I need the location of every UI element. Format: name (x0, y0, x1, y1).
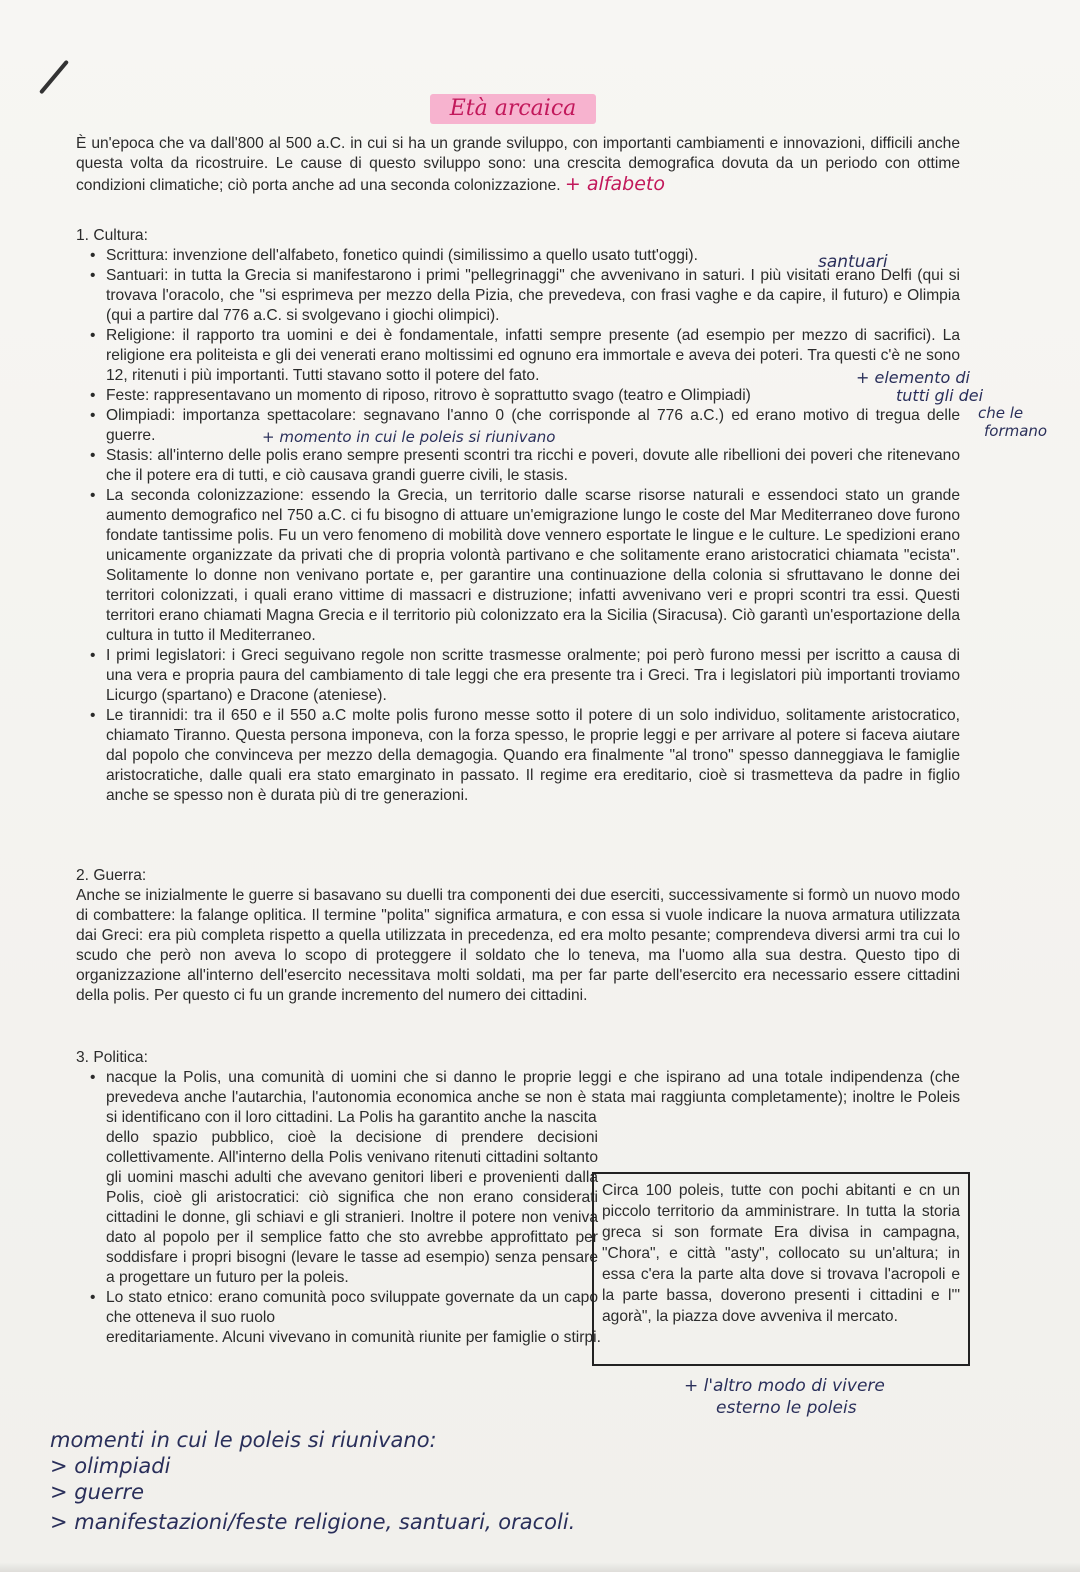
politica-stato-etnico-tail: ereditariamente. Alcuni vivevano in comunità riunite per famiglie o stirpi. (106, 1329, 601, 1346)
bottom-note-1: > olimpiadi (50, 1454, 171, 1478)
note-olimpiadi: + momento in cui le poleis si riunivano (262, 428, 556, 446)
intro-paragraph (76, 134, 960, 196)
cultura-heading: 1. Cultura: (76, 227, 148, 244)
cultura-item-tirannidi: • Le tirannidi: tra il 650 e il 550 a.C molte polis furono messe sotto il potere di un solo individuo, solitamente aristocratico, chiamato Tiranno. Questa persona imponeva, con la forza spesso, le proprie leggi e per arrivare al potere si faceva aiutare dal popolo che convinceva per mezzo della demagogia. Quando era finalmente "al trono" spesso danneggiava le famiglie aristocratiche, dalle quali era stato emarginato in passato. Il regime era ereditario, cioè si trasmetteva da padre in figlio anche se spesso non è durata più di tre generazioni. (76, 706, 960, 806)
bottom-note-3: > manifestazioni/feste religione, santuari, oracoli. (50, 1510, 576, 1534)
note-fato-3: che le (978, 404, 1024, 422)
cultura-item-scrittura: • Scrittura: invenzione dell'alfabeto, fonetico quindi (similissimo a quello usato tutt'oggi). (76, 246, 960, 266)
cultura-item-feste: • Feste: rappresentavano un momento di riposo, ritrovo è soprattutto svago (teatro e Olimpiadi) (76, 386, 960, 406)
note-stato-etnico-2: esterno le poleis (716, 1398, 857, 1418)
cultura-item-santuari: • Santuari: in tutta la Grecia si manifestarono i primi "pellegrinaggi" che avvenivano in saturi. I più visitati erano Delfi (qui si trovava l'oracolo, che "si esprimeva per mezzo della Pizia, che prevedeva, con frasi vaghe e da capire, il futuro) e Olimpia (qui a partire dal 776 a.C. si svolgevano i giochi olimpici). (76, 266, 960, 326)
section-cultura (76, 226, 960, 806)
politica-item-stato-etnico: • Lo stato etnico: erano comunità poco sviluppate governate da un capo che otteneva il suo ruolo (76, 1288, 598, 1328)
section-guerra (76, 866, 960, 1006)
guerra-text: Anche se inizialmente le guerre si basavano su duelli tra componenti dei due eserciti, successivamente si formò un nuovo modo di combattere: la falange oplitica. Il termine "polita" significa armatura, e con essa si vuole indicare la nuova armatura utilizzata dai Greci: era più completa rispetto a quella utilizzata in precedenza, ed era molto pesante; comprendeva diversi armi tra cui lo scudo che però non aveva lo scopo di proteggere il soldato che lo teneva, ma l'uomo alla sua destra. Questo tipo di organizzazione all'interno dell'esercito necessitava molti soldati, ma per far parte dell'esercito era necessario essere cittadini della polis. Per questo ci fu un grande incremento del numero dei cittadini. (76, 887, 960, 1004)
note-stato-etnico: + l'altro modo di vivere (684, 1376, 885, 1396)
cultura-item-legislatori: • I primi legislatori: i Greci seguivano regole non scritte trasmesse oralmente; poi però furono messi per iscritto a causa di una vera e propria paura del cambiamento di tale leggi che era presente tra i Greci. Tra i legislatori più importanti troviamo Licurgo (spartano) e Dracone (ateniese). (76, 646, 960, 706)
intro-text: È un'epoca che va dall'800 al 500 a.C. in cui si ha un grande sviluppo, con importanti cambiamenti e innovazioni, difficili anche questa volta da ricostruire. Le cause di questo sviluppo sono: una crescita demografica dovuta da un periodo con ottime condizioni climatiche; ciò porta anche ad una seconda colonizzazione. (76, 135, 960, 194)
cultura-item-colonizzazione: • La seconda colonizzazione: essendo la Grecia, un territorio dalle scarse risorse naturali e essendoci stato un grande aumento demografico nel 750 a.C. ci fu bisogno di attuare un'emigrazione lungo le coste del Mar Mediterraneo dove furono fondate tantissime polis. Fu un vero fenomeno di mobilità dove vennero esportate le lingue e le culture. Le spedizioni erano unicamente organizzate da privati che di propria volontà partivano e che solitamente erano aristocratici chiamata "ecista". Solitamente lo donne non venivano portate e, per garantire una continuazione della colonia si sfruttavano le donne dei territori colonizzati, i quali erano vittime di massacri e distruzione; infatti avvenivano veri e propri scontri tra essi. Questi territori erano chiamati Magna Grecia e il territorio più colonizzato era la Sicilia (Siracusa). Ciò garantì un'esportazione della cultura in tutto il Mediterraneo. (76, 486, 960, 646)
cultura-item-stasis: • Stasis: all'interno delle polis erano sempre presenti scontri tra ricchi e poveri, dovute alle ribellioni dei poveri che ritenevano che il potere era di tutti, e ciò causava grandi guerre civili, le stasis. (76, 446, 960, 486)
page-edge-shadow (0, 1562, 1080, 1572)
note-santuari: santuari (818, 252, 888, 272)
politica-polis-continued: dello spazio pubblico, cioè la decisione di prendere decisioni collettivamente. All'interno della Polis venivano ritenuti cittadini soltanto gli uomini maschi adulti che avevano genitori liberi e provenienti dalla Polis, cioè gli aristocratici: ciò significa che non erano considerati cittadini le donne, gli schiavi e gli stranieri. Inoltre il potere non veniva dato al popolo per il semplice fatto che sto avrebbe approfittato per soddisfare i propri bisogni (levare le tasse ad esempio) senza pensare a progettare un futuro per la poleis. (106, 1129, 598, 1286)
page-title: Età arcaica (430, 94, 596, 124)
pen-mark (39, 60, 69, 95)
note-fato: + elemento di (856, 368, 970, 387)
intro-handwritten-note: + alfabeto (564, 173, 665, 195)
politica-item-polis: • nacque la Polis, una comunità di uomini che si danno le proprie leggi e che ispirano ad una totale indipendenza (che prevedeva anche l'autarchia, l'autonomia economica anche se non è stata mai raggiunta completamente); inoltre le Poleis si identificano con il loro cittadini. La Polis ha garantito anche la nascita (76, 1068, 960, 1128)
cultura-item-olimpiadi: • Olimpiadi: importanza spettacolare: segnavano l'anno 0 (che corrisponde al 776 a.C.) ed erano motivo di tregua delle guerre. (76, 406, 960, 446)
bottom-note-2: > guerre (50, 1480, 145, 1504)
politica-heading: 3. Politica: (76, 1049, 148, 1066)
note-fato-2: tutti gli dei (896, 386, 984, 405)
poleis-info-box: Circa 100 poleis, tutte con pochi abitanti e cn un piccolo territorio da amministrare. In tutta la storia greca si son formate Era divisa in campagna, "Chora", e città "asty", collocato su un'altura; in essa c'era la parte alta dove si trovava l'acropoli e la parte bassa, doverono presenti i cittadini e l'" agorà", la piazza dove avveniva il mercato. (592, 1172, 970, 1366)
guerra-heading: 2. Guerra: (76, 867, 147, 884)
note-fato-4: formano (984, 422, 1048, 440)
bottom-note-title: momenti in cui le poleis si riunivano: (50, 1428, 437, 1452)
cultura-item-religione: • Religione: il rapporto tra uomini e dei è fondamentale, infatti sempre presente (ad esempio per mezzo di sacrifici). La religione era politeista e gli dei venerati erano moltissimi ed ognuno era immortale e aveva dei poteri. Tra questi c'è ne sono 12, ritenuti i più importanti. Tutti stavano sotto il potere del fato. (76, 326, 960, 386)
